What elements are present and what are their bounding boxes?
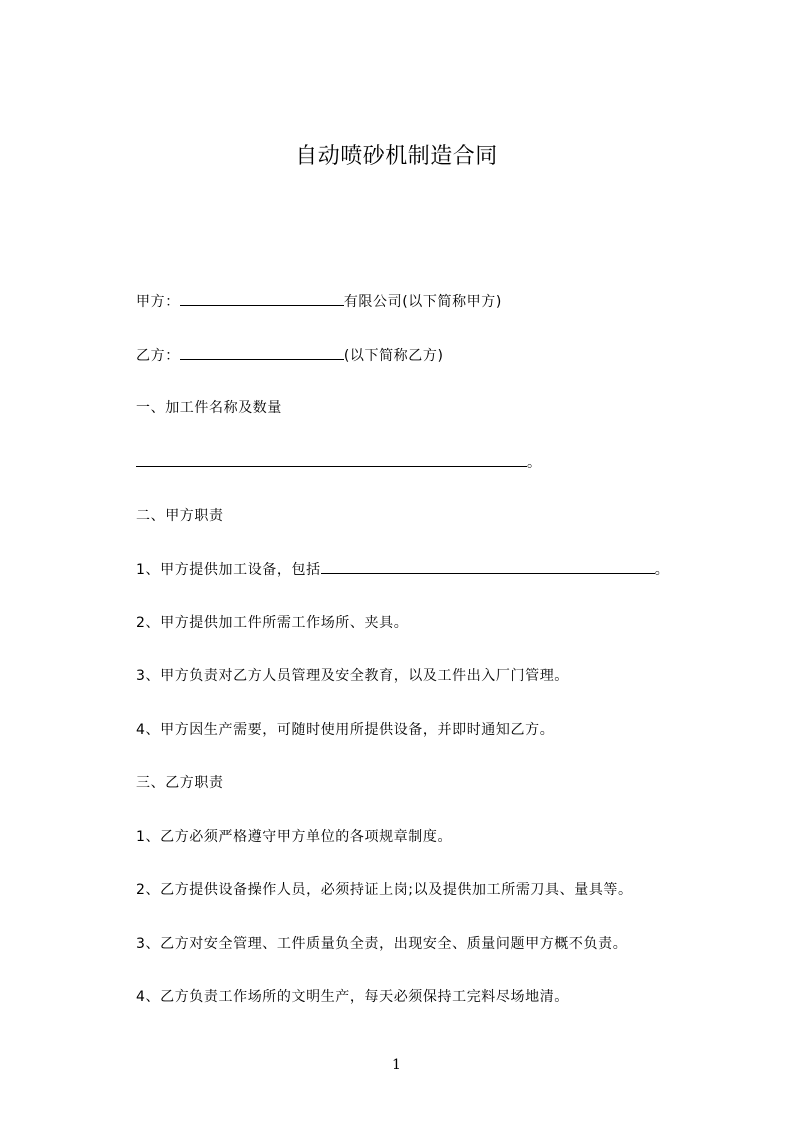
section3-item2: 2、乙方提供设备操作人员，必须持证上岗;以及提供加工所需刀具、量具等。 [136,882,633,898]
section3-item4: 4、乙方负责工作场所的文明生产，每天必须保持工完料尽场地清。 [136,989,569,1005]
party-b-suffix: (以下简称乙方) [343,348,444,364]
section2-item1-text: 1、甲方提供加工设备，包括 [136,562,321,578]
section1-blank-line [136,452,542,473]
workpiece-blank [136,452,527,467]
section1-blank-end: 。 [527,455,542,471]
document-title: 自动喷砂机制造合同 [295,144,498,169]
party-a-suffix: 有限公司(以下简称甲方) [343,294,502,310]
page-number: 1 [392,1057,401,1073]
section2-item1-end: 。 [654,562,670,578]
party-b-line [136,345,444,366]
section2-item3: 3、甲方负责对乙方人员管理及安全教育，以及工件出入厂门管理。 [136,668,569,684]
section3-item1: 1、乙方必须严格遵守甲方单位的各项规章制度。 [136,829,453,845]
party-b-name-blank [180,345,344,360]
section2-heading: 二、甲方职责 [136,508,224,524]
party-a-line [136,291,502,312]
section3-item3: 3、乙方对安全管理、工件质量负全责，出现安全、质量问题甲方概不负责。 [136,936,628,952]
party-a-label: 甲方： [136,294,180,310]
party-a-name-blank [180,291,344,306]
section3-heading: 三、乙方职责 [136,775,224,791]
section1-heading: 一、加工件名称及数量 [136,400,282,416]
section2-item2: 2、甲方提供加工件所需工作场所、夹具。 [136,615,409,631]
section2-item4: 4、甲方因生产需要，可随时使用所提供设备，并即时通知乙方。 [136,722,555,738]
section2-item1 [136,559,669,580]
party-b-label: 乙方： [136,348,180,364]
equipment-blank [321,559,655,574]
